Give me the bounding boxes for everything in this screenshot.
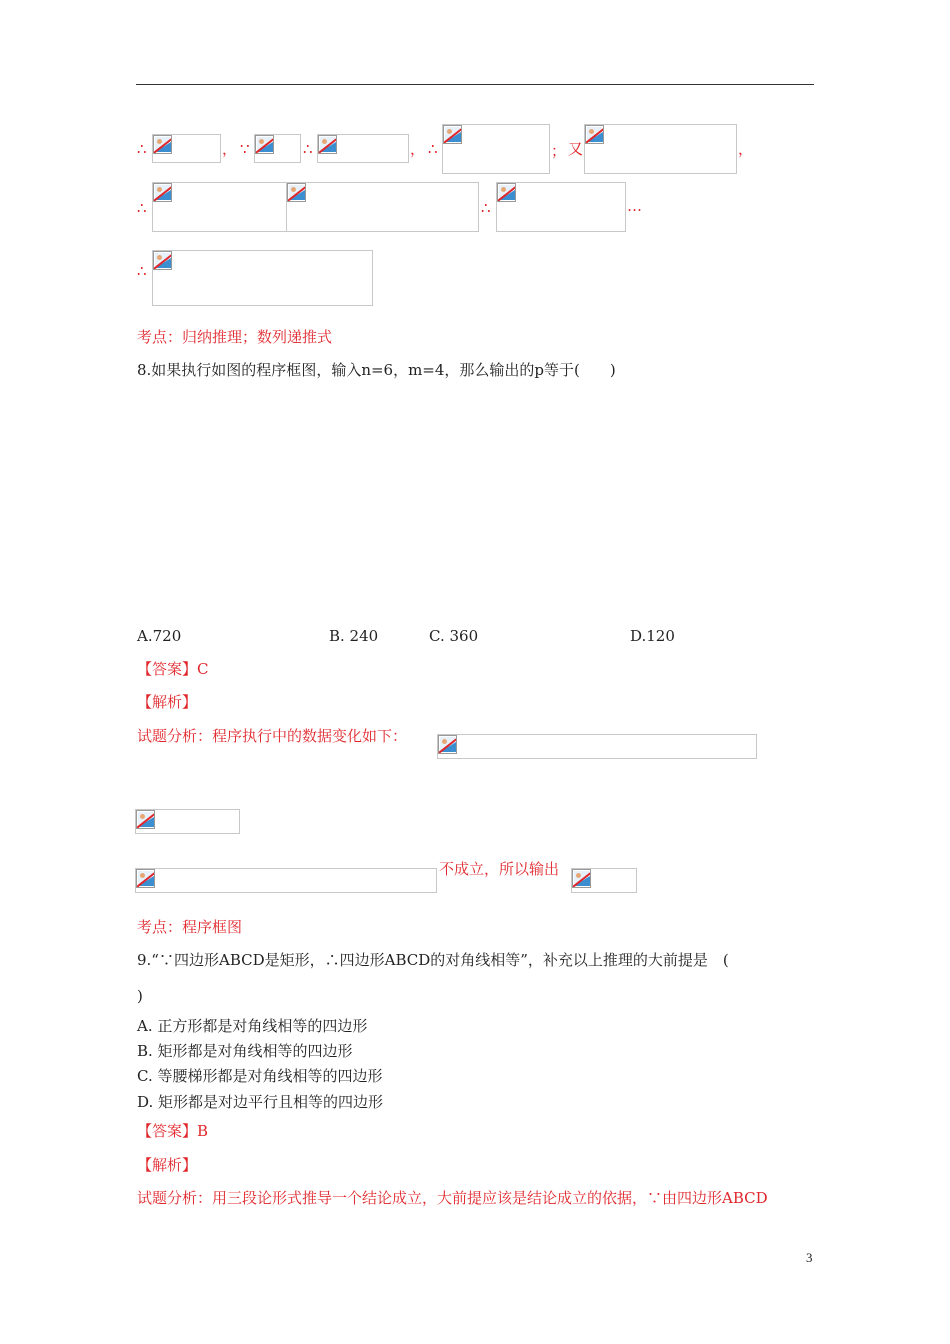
broken-image-icon: [136, 869, 155, 888]
broken-image-icon: [318, 135, 337, 154]
broken-image-icon: [497, 183, 516, 202]
formula-image: [317, 134, 409, 163]
broken-image-icon: [438, 735, 457, 754]
q8-option-a: A.720: [137, 627, 182, 645]
q8-answer: 【答案】C: [137, 660, 209, 678]
semicolon: ；: [551, 142, 567, 160]
q8-jiexi: 【解析】: [137, 693, 198, 711]
broken-image-icon: [255, 135, 274, 154]
q9-option-d: D. 矩形都是对边平行且相等的四边形: [137, 1093, 384, 1111]
q9-answer: 【答案】B: [137, 1122, 209, 1140]
broken-image-icon: [585, 125, 604, 144]
comma: ，: [738, 140, 754, 158]
formula-image: [135, 868, 437, 893]
formula-image: [437, 734, 757, 759]
broken-image-icon: [136, 810, 155, 829]
q8-kaodian: 考点：程序框图: [137, 918, 243, 936]
q9-stem-line2: ): [137, 987, 143, 1005]
therefore-symbol: ∴: [137, 140, 147, 158]
formula-image: [571, 868, 637, 893]
comma: ，: [222, 140, 238, 158]
formula-image: [152, 182, 287, 232]
formula-image: [442, 124, 550, 174]
therefore-symbol: ∴: [137, 199, 147, 217]
also-word: 又: [568, 140, 584, 158]
formula-image: [286, 182, 479, 232]
q8-option-d: D.120: [630, 627, 675, 645]
broken-image-icon: [153, 251, 172, 270]
q8-not-hold-text: 不成立，所以输出: [439, 860, 560, 878]
therefore-symbol: ∴: [137, 262, 147, 280]
page-number: 3: [806, 1250, 813, 1265]
q8-option-c: C. 360: [429, 627, 479, 645]
q9-option-b: B. 矩形都是对角线相等的四边形: [137, 1042, 353, 1060]
because-symbol: ∵: [240, 140, 250, 158]
broken-image-icon: [153, 183, 172, 202]
q9-analysis: 试题分析：用三段论形式推导一个结论成立，大前提应该是结论成立的依据，∵由四边形ABCD: [137, 1189, 768, 1207]
broken-image-icon: [153, 135, 172, 154]
comma: ，: [410, 140, 426, 158]
q8-stem: 8.如果执行如图的程序框图，输入n=6，m=4，那么输出的p等于( ): [137, 361, 616, 379]
formula-image: [135, 809, 240, 834]
ellipsis: …: [627, 197, 642, 215]
formula-image: [152, 134, 221, 163]
q7-kaodian: 考点：归纳推理；数列递推式: [137, 328, 333, 346]
formula-image: [496, 182, 626, 232]
header-rule: [136, 84, 814, 85]
therefore-symbol: ∴: [303, 140, 313, 158]
q8-option-b: B. 240: [329, 627, 379, 645]
formula-image: [584, 124, 737, 174]
broken-image-icon: [572, 869, 591, 888]
therefore-symbol: ∴: [428, 140, 438, 158]
q9-option-c: C. 等腰梯形都是对角线相等的四边形: [137, 1067, 383, 1085]
q8-analysis: 试题分析：程序执行中的数据变化如下：: [137, 727, 408, 745]
broken-image-icon: [443, 125, 462, 144]
broken-image-icon: [287, 183, 306, 202]
q9-stem-line1: 9.“∵四边形ABCD是矩形，∴四边形ABCD的对角线相等”，补充以上推理的大前提是 (: [137, 951, 729, 969]
flowchart-image-placeholder: [137, 390, 737, 600]
therefore-symbol: ∴: [481, 199, 491, 217]
q9-option-a: A. 正方形都是对角线相等的四边形: [137, 1017, 368, 1035]
formula-image: [254, 134, 301, 163]
q9-jiexi: 【解析】: [137, 1156, 198, 1174]
formula-image: [152, 250, 373, 306]
